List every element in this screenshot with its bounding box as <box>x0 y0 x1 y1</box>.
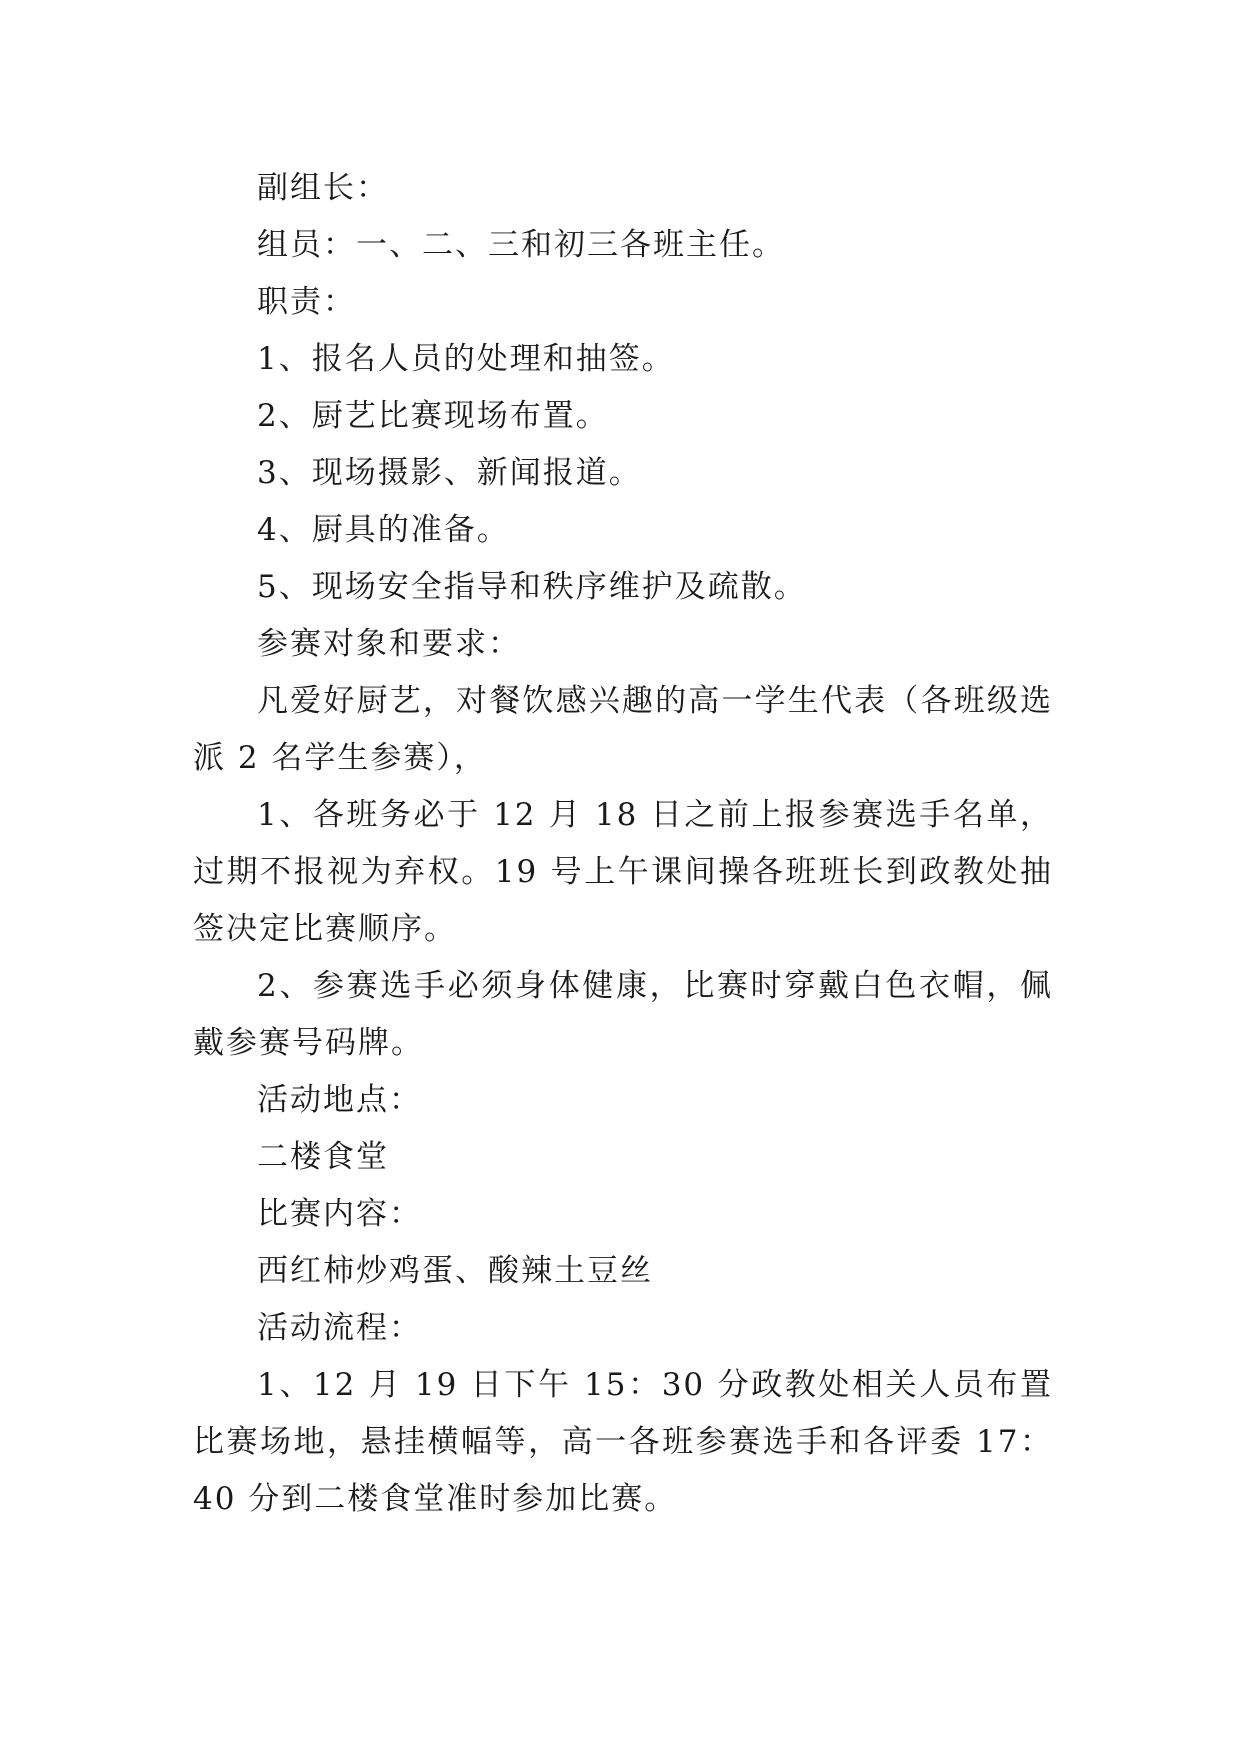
paragraph-requirement-1: 1、各班务必于 12 月 18 日之前上报参赛选手名单，过期不报视为弃权。19 号上午课间操各班班长到政教处抽签决定比赛顺序。 <box>193 797 1053 947</box>
paragraph-participants-heading: 参赛对象和要求： <box>257 626 521 662</box>
paragraph-requirement-2: 2、参赛选手必须身体健康，比赛时穿戴白色衣帽，佩戴参赛号码牌。 <box>193 968 1053 1061</box>
paragraph-members: 组员：一、二、三和初三各班主任。 <box>257 227 785 263</box>
paragraph-content-heading: 比赛内容： <box>257 1196 422 1232</box>
paragraph-participants: 凡爱好厨艺，对餐饮感兴趣的高一学生代表（各班级选派 2 名学生参赛）， <box>193 683 1053 776</box>
paragraph-location: 二楼食堂 <box>257 1139 389 1175</box>
paragraph-deputy-leader: 副组长： <box>257 170 389 206</box>
document-body <box>193 160 1053 1528</box>
paragraph-duties-heading: 职责： <box>257 284 356 320</box>
paragraph-location-heading: 活动地点： <box>257 1082 422 1118</box>
paragraph-process-heading: 活动流程： <box>257 1310 422 1346</box>
paragraph-content: 西红柿炒鸡蛋、酸辣土豆丝 <box>257 1253 653 1289</box>
paragraph-duty-2: 2、厨艺比赛现场布置。 <box>257 398 609 434</box>
paragraph-duty-4: 4、厨具的准备。 <box>257 512 510 548</box>
paragraph-process-1: 1、12 月 19 日下午 15：30 分政教处相关人员布置比赛场地，悬挂横幅等，高一各班参赛选手和各评委 17：40 分到二楼食堂准时参加比赛。 <box>193 1367 1053 1517</box>
paragraph-duty-3: 3、现场摄影、新闻报道。 <box>257 455 642 491</box>
paragraph-duty-5: 5、现场安全指导和秩序维护及疏散。 <box>257 569 807 605</box>
paragraph-duty-1: 1、报名人员的处理和抽签。 <box>257 341 675 377</box>
